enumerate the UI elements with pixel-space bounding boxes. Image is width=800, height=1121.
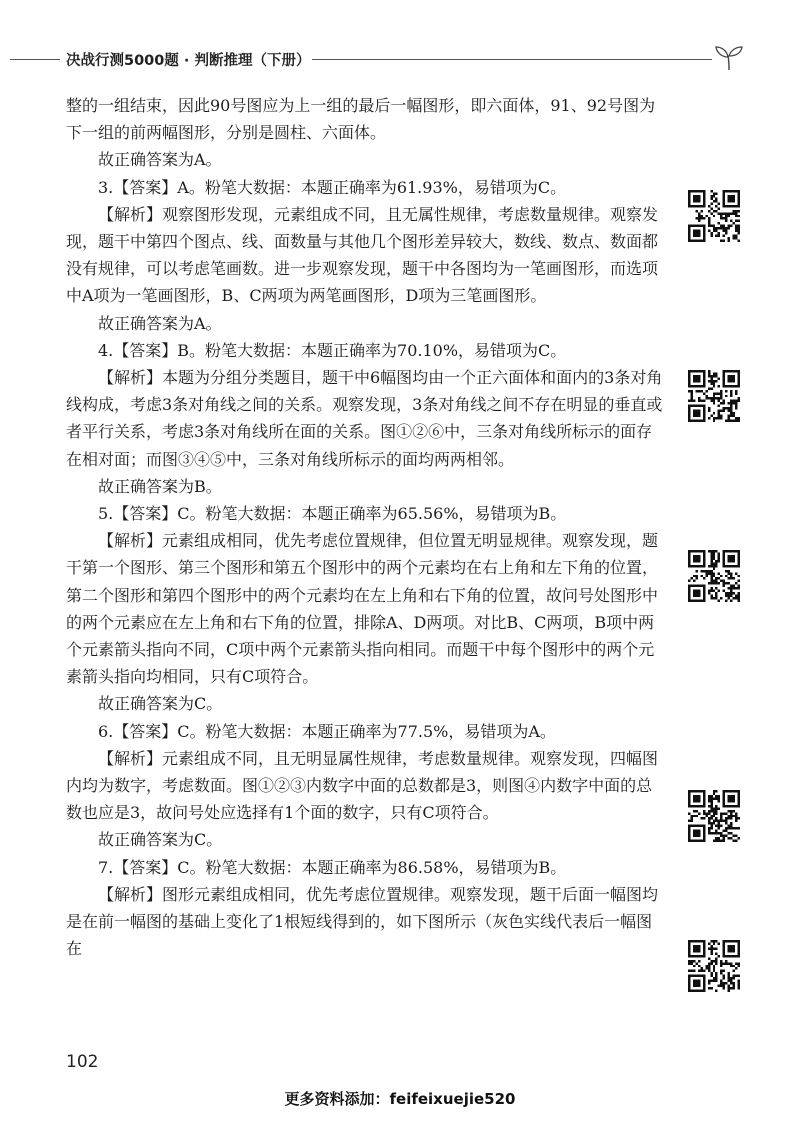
question-4-answer: 4.【答案】B。粉笔大数据：本题正确率为70.10%，易错项为C。 [98,340,567,360]
answer-line-q2: 故正确答案为A。 [98,150,222,170]
answer-line-q3: 故正确答案为A。 [98,313,222,333]
page-number: 102 [66,1052,99,1072]
question-5-analysis: 【解析】元素组成相同，优先考虑位置规律，但位置无明显规律。观察发现，题干第一个图形、第三个图形和第五个图形中的两个元素均在右上角和左下角的位置，第二个图形和第四个图形中的两个元素均在左上角和右下角的位置，故问号处图形中的两个元素应在左上角和右下角的位置，排除A、D两项。对比B、C两项，B项中两个元素箭头指向不同，C项中两个元素箭头指向相同。而题干中每个图形中的两个元素箭头指向均相同，只有C项符合。 [66,531,659,687]
qr-code-icon[interactable] [688,190,740,242]
question-5-answer: 5.【答案】C。粉笔大数据：本题正确率为65.56%，易错项为B。 [98,504,567,524]
qr-code-icon[interactable] [688,370,740,422]
qr-code-icon[interactable] [688,790,740,842]
question-3-analysis: 【解析】观察图形发现，元素组成不同，且无属性规律，考虑数量规律。观察发现，题干中第四个图点、线、面数量与其他几个图形差异较大，数线、数点、数面都没有规律，可以考虑笔画数。进一步观察发现，题干中各图均为一笔画图形，而选项中A项为一笔画图形，B、C两项为两笔画图形，D项为三笔画图形。 [66,204,659,306]
answer-line-q4: 故正确答案为B。 [98,476,222,496]
question-4-analysis: 【解析】本题为分组分类题目，题干中6幅图均由一个正六面体和面内的3条对角线构成，考虑3条对角线之间的关系。观察发现，3条对角线之间不存在明显的垂直或者平行关系，考虑3条对角线所在面的关系。图①②⑥中，三条对角线所标示的面存在相对面；而图③④⑤中，三条对角线所标示的面均两两相邻。 [66,368,663,469]
question-6-analysis: 【解析】元素组成不同，且无明显属性规律，考虑数量规律。观察发现，四幅图内均为数字，考虑数面。图①②③内数字中面的总数都是3，则图④内数字中面的总数也应是3，故问号处应选择有1个面的数字，只有C项符合。 [66,748,659,823]
sprout-icon [712,44,746,72]
question-7-answer: 7.【答案】C。粉笔大数据：本题正确率为86.58%，易错项为B。 [98,857,567,877]
question-7-analysis: 【解析】图形元素组成相同，优先考虑位置规律。观察发现，题干后面一幅图均是在前一幅图的基础上变化了1根短线得到的，如下图所示（灰色实线代表后一幅图在 [66,884,659,959]
footer-note: 更多资料添加：feifeixuejie520 [284,1090,516,1108]
qr-code-icon[interactable] [688,550,740,602]
question-6-answer: 6.【答案】C。粉笔大数据：本题正确率为77.5%，易错项为A。 [98,721,556,741]
running-header [0,46,800,72]
paragraph-continuation: 整的一组结束，因此90号图应为上一组的最后一幅图形，即六面体，91、92号图为下一组的前两幅图形，分别是圆柱、六面体。 [66,96,656,143]
header-title: 决战行测5000题 · 判断推理（下册） [66,53,311,69]
header-rule-left [10,59,60,60]
qr-code-icon[interactable] [688,940,740,992]
answer-line-q5: 故正确答案为C。 [98,694,223,714]
header-rule-right [312,59,712,60]
answer-line-q6: 故正确答案为C。 [98,830,223,850]
page-body [66,92,666,963]
question-3-answer: 3.【答案】A。粉笔大数据：本题正确率为61.93%，易错项为C。 [98,177,567,197]
